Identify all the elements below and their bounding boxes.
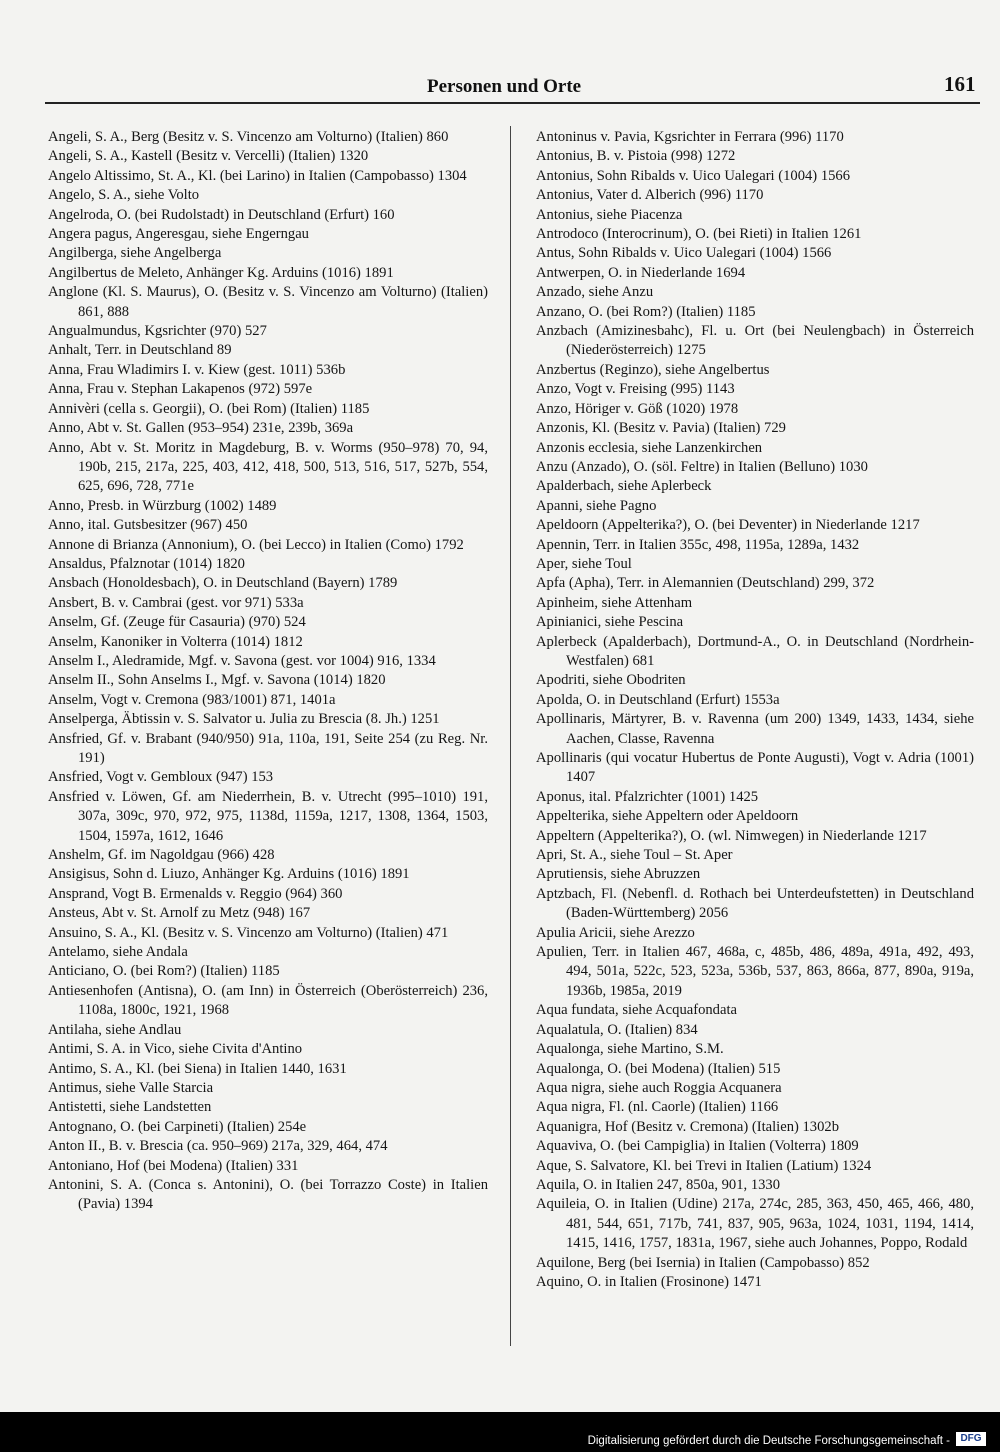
index-entry: Ansuino, S. A., Kl. (Besitz v. S. Vincenzo am Volturno) (Italien) 471: [48, 924, 449, 941]
index-entry: Aqua fundata, siehe Acquafondata: [536, 1002, 737, 1019]
index-entry: Antus, Sohn Ribalds v. Uico Ualegari (1004) 1566: [536, 245, 832, 262]
index-entry: Angilberga, siehe Angelberga: [48, 245, 222, 262]
index-entry: Aptzbach, Fl. (Nebenfl. d. Rothach bei Unterdeufstetten) in Deutschland (Baden-Württemberg) 2056: [536, 885, 974, 922]
index-entry: Apinheim, siehe Attenham: [536, 594, 693, 611]
index-entry: Angeli, S. A., Berg (Besitz v. S. Vincenzo am Volturno) (Italien) 860: [48, 129, 449, 145]
index-entry: Antrodoco (Interocrinum), O. (bei Rieti) in Italien 1261: [536, 226, 862, 243]
index-entry: Antonius, siehe Piacenza: [536, 206, 683, 223]
index-entry: Aper, siehe Toul: [536, 555, 632, 572]
index-entry: Angelroda, O. (bei Rudolstadt) in Deutschland (Erfurt) 160: [48, 206, 395, 223]
index-entry: Aquaviva, O. (bei Campiglia) in Italien (Volterra) 1809: [536, 1138, 859, 1155]
index-entry: Apodriti, siehe Obodriten: [536, 672, 686, 689]
index-entry: Aquileia, O. in Italien (Udine) 217a, 274c, 285, 363, 450, 465, 466, 480, 481, 544, 651, 717b, 741, 837, 905, 963a, 1024, 1031, 1194, 1414, 1415, 1416, 1757, 1831a, 1967, siehe auch Johannes, Poppo, Rodald: [536, 1196, 974, 1252]
index-entry: Anselm II., Sohn Anselms I., Mgf. v. Savona (1014) 1820: [48, 672, 386, 689]
index-entry: Aquanigra, Hof (Besitz v. Cremona) (Italien) 1302b: [536, 1118, 839, 1135]
index-entry: Anzo, Höriger v. Göß (1020) 1978: [536, 400, 739, 417]
index-entry: Anzu (Anzado), O. (söl. Feltre) in Italien (Belluno) 1030: [536, 458, 868, 475]
index-entry: Appelterika, siehe Appeltern oder Apeldoorn: [536, 808, 799, 825]
index-entry: Aqua nigra, siehe auch Roggia Acquanera: [536, 1079, 782, 1096]
index-entry: Aqualatula, O. (Italien) 834: [536, 1021, 698, 1038]
index-entry: Antimo, S. A., Kl. (bei Siena) in Italien 1440, 1631: [48, 1060, 347, 1077]
index-entry: Aponus, ital. Pfalzrichter (1001) 1425: [536, 788, 759, 805]
index-entry: Anselm, Vogt v. Cremona (983/1001) 871, 1401a: [48, 691, 336, 708]
index-entry: Apollinaris, Märtyrer, B. v. Ravenna (um 200) 1349, 1433, 1434, siehe Aachen, Classe, Ravenna: [536, 711, 974, 747]
index-entry: Anzonis, Kl. (Besitz v. Pavia) (Italien) 729: [536, 420, 786, 437]
index-entry: Aqualonga, siehe Martino, S.M.: [536, 1041, 724, 1058]
index-entry: Ansfried, Gf. v. Brabant (940/950) 91a, 110a, 191, Seite 254 (zu Reg. Nr. 191): [48, 730, 488, 766]
index-entry: Antognano, O. (bei Carpineti) (Italien) 254e: [48, 1118, 307, 1135]
index-entry: Angelo, S. A., siehe Volto: [48, 187, 200, 204]
index-entry: Apri, St. A., siehe Toul – St. Aper: [536, 847, 733, 864]
index-entry: Apalderbach, siehe Aplerbeck: [536, 478, 712, 495]
index-entry: Anno, Abt v. St. Moritz in Magdeburg, B. v. Worms (950–978) 70, 94, 190b, 215, 217a, 225, 403, 412, 418, 500, 513, 516, 517, 527b, 554, 625, 696, 728, 771e: [48, 439, 488, 495]
index-entry: Annivèri (cella s. Georgii), O. (bei Rom) (Italien) 1185: [48, 400, 370, 417]
index-entry: Apollinaris (qui vocatur Hubertus de Ponte Augusti), Vogt v. Adria (1001) 1407: [536, 750, 974, 786]
index-entry: Anzado, siehe Anzu: [536, 284, 654, 301]
column-divider: [510, 126, 511, 1346]
index-entry: Anzo, Vogt v. Freising (995) 1143: [536, 381, 735, 398]
index-entry: Anzbertus (Reginzo), siehe Angelbertus: [536, 361, 770, 378]
index-entry: Aqualonga, O. (bei Modena) (Italien) 515: [536, 1060, 781, 1077]
index-entry: Aque, S. Salvatore, Kl. bei Trevi in Italien (Latium) 1324: [536, 1157, 872, 1174]
index-entry: Ansaldus, Pfalznotar (1014) 1820: [48, 555, 245, 572]
index-entry: Apolda, O. in Deutschland (Erfurt) 1553a: [536, 691, 780, 708]
right-column: [536, 128, 974, 1292]
index-entry: Antonius, Vater d. Alberich (996) 1170: [536, 187, 764, 204]
index-entry: Anzonis ecclesia, siehe Lanzenkirchen: [536, 439, 763, 456]
index-entry: Apulia Aricii, siehe Arezzo: [536, 924, 695, 941]
index-entry: Angeli, S. A., Kastell (Besitz v. Vercelli) (Italien) 1320: [48, 148, 369, 165]
index-entry: Apulien, Terr. in Italien 467, 468a, c, 485b, 486, 489a, 491a, 492, 493, 494, 501a, 522c, 523, 523a, 536b, 537, 863, 866a, 877, 890a, 919a, 1936b, 1985a, 2019: [536, 944, 974, 999]
index-entry: Antistetti, siehe Landstetten: [48, 1099, 212, 1116]
index-entry: Anticiano, O. (bei Rom?) (Italien) 1185: [48, 963, 280, 980]
page-number: 161: [944, 72, 976, 96]
index-entry: Antimi, S. A. in Vico, siehe Civita d'Antino: [48, 1041, 303, 1058]
index-entry: Anno, Abt v. St. Gallen (953–954) 231e, 239b, 369a: [48, 420, 354, 437]
index-entry: Antwerpen, O. in Niederlande 1694: [536, 264, 746, 281]
index-entry: Apinianici, siehe Pescina: [536, 614, 684, 631]
index-entry: Antelamo, siehe Andala: [48, 944, 188, 961]
index-entry: Anselm I., Aledramide, Mgf. v. Savona (gest. vor 1004) 916, 1334: [48, 652, 436, 669]
index-entry: Aquilone, Berg (bei Isernia) in Italien (Campobasso) 852: [536, 1254, 870, 1271]
index-entry: Apennin, Terr. in Italien 355c, 498, 1195a, 1289a, 1432: [536, 536, 860, 553]
index-entry: Ansbach (Honoldesbach), O. in Deutschland (Bayern) 1789: [48, 575, 398, 592]
index-entry: Anzbach (Amizinesbahc), Fl. u. Ort (bei Neulengbach) in Österreich (Niederösterreich) 1275: [536, 323, 974, 359]
index-entry: Ansbert, B. v. Cambrai (gest. vor 971) 533a: [48, 594, 304, 611]
index-entry: Anselm, Kanoniker in Volterra (1014) 1812: [48, 633, 303, 650]
index-entry: Annone di Brianza (Annonium), O. (bei Lecco) in Italien (Como) 1792: [48, 536, 464, 553]
index-entry: Antiesenhofen (Antisna), O. (am Inn) in Österreich (Oberösterreich) 236, 1108a, 1800c, 1921, 1968: [48, 982, 488, 1019]
index-entry: Ansteus, Abt v. St. Arnolf zu Metz (948) 167: [48, 905, 311, 922]
index-entry: Angelo Altissimo, St. A., Kl. (bei Larino) in Italien (Campobasso) 1304: [48, 167, 467, 184]
index-entry: Anton II., B. v. Brescia (ca. 950–969) 217a, 329, 464, 474: [48, 1138, 388, 1155]
index-entry: Anhalt, Terr. in Deutschland 89: [48, 342, 232, 359]
index-entry: Anna, Frau v. Stephan Lakapenos (972) 597e: [48, 381, 313, 398]
index-entry: Ansfried v. Löwen, Gf. am Niederrhein, B. v. Utrecht (995–1010) 191, 307a, 309c, 970, 972, 975, 1138d, 1159a, 1217, 1308, 1364, 1503, 1504, 1597a, 1612, 1646: [48, 788, 488, 844]
index-entry: Anno, Presb. in Würzburg (1002) 1489: [48, 497, 277, 514]
index-entry: Ansigisus, Sohn d. Liuzo, Anhänger Kg. Arduins (1016) 1891: [48, 866, 410, 883]
index-entry: Anselm, Gf. (Zeuge für Casauria) (970) 524: [48, 614, 306, 631]
index-entry: Anno, ital. Gutsbesitzer (967) 450: [48, 517, 248, 534]
index-entry: Aquila, O. in Italien 247, 850a, 901, 1330: [536, 1176, 781, 1193]
index-entry: Antonius, Sohn Ribalds v. Uico Ualegari (1004) 1566: [536, 167, 851, 184]
index-entry: Ansprand, Vogt B. Ermenalds v. Reggio (964) 360: [48, 885, 343, 902]
index-entry: Angera pagus, Angeresgau, siehe Engerngau: [48, 226, 309, 243]
index-entry: Antilaha, siehe Andlau: [48, 1021, 182, 1038]
index-entry: Anselperga, Äbtissin v. S. Salvator u. Julia zu Brescia (8. Jh.) 1251: [48, 711, 440, 728]
index-entry: Antimus, siehe Valle Starcia: [48, 1079, 214, 1096]
footer-credit: Digitalisierung gefördert durch die Deutsche Forschungsgemeinschaft -: [587, 1435, 950, 1447]
index-entry: Anna, Frau Wladimirs I. v. Kiew (gest. 1011) 536b: [48, 361, 346, 378]
index-entry: Antonini, S. A. (Conca s. Antonini), O. (bei Torrazzo Coste) in Italien (Pavia) 1394: [48, 1176, 488, 1213]
left-column: [48, 128, 488, 1215]
index-entry: Apanni, siehe Pagno: [536, 497, 657, 514]
index-entry: Aprutiensis, siehe Abruzzen: [536, 866, 701, 883]
index-entry: Anzano, O. (bei Rom?) (Italien) 1185: [536, 303, 756, 320]
index-entry: Antonius, B. v. Pistoia (998) 1272: [536, 148, 736, 165]
index-entry: Antoninus v. Pavia, Kgsrichter in Ferrara (996) 1170: [536, 129, 844, 145]
index-entry: Appeltern (Appelterika?), O. (wl. Nimwegen) in Niederlande 1217: [536, 827, 927, 844]
index-entry: Apeldoorn (Appelterika?), O. (bei Deventer) in Niederlande 1217: [536, 517, 920, 534]
page-title: Personen und Orte: [427, 76, 582, 97]
index-entry: Angilbertus de Meleto, Anhänger Kg. Arduins (1016) 1891: [48, 264, 394, 281]
header-rule: [45, 102, 980, 104]
index-entry: Aquino, O. in Italien (Frosinone) 1471: [536, 1273, 762, 1290]
index-entry: Apfa (Apha), Terr. in Alemannien (Deutschland) 299, 372: [536, 575, 875, 592]
index-entry: Antoniano, Hof (bei Modena) (Italien) 331: [48, 1157, 299, 1174]
index-entry: Aplerbeck (Apalderbach), Dortmund-A., O. in Deutschland (Nordrhein-Westfalen) 681: [536, 633, 974, 669]
dfg-logo: DFG: [956, 1432, 986, 1446]
index-entry: Aqua nigra, Fl. (nl. Caorle) (Italien) 1166: [536, 1099, 779, 1116]
index-entry: Anglone (Kl. S. Maurus), O. (Besitz v. S. Vincenzo am Volturno) (Italien) 861, 888: [48, 284, 488, 320]
index-entry: Anshelm, Gf. im Nagoldgau (966) 428: [48, 847, 275, 864]
index-entry: Ansfried, Vogt v. Gembloux (947) 153: [48, 769, 274, 786]
index-entry: Angualmundus, Kgsrichter (970) 527: [48, 323, 267, 340]
